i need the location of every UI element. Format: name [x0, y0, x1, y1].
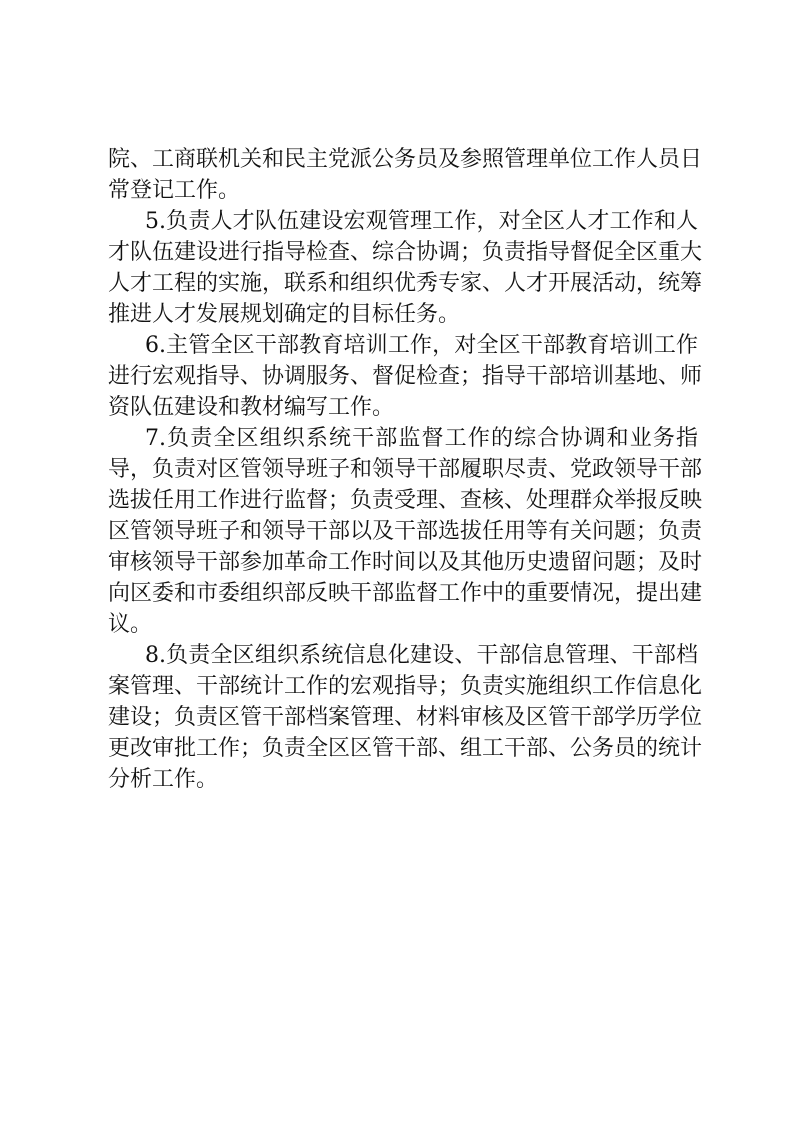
text-line: 资队伍建设和教材编写工作。 — [108, 395, 395, 420]
text-line: 选拔任用工作进行监督；负责受理、查核、处理群众举报反映 — [108, 488, 703, 513]
text-line: 7.负责全区组织系统干部监督工作的综合协调和业务指 — [145, 426, 698, 451]
paragraph-item-5 — [108, 206, 703, 330]
paragraph-continued — [108, 144, 703, 206]
text-line: 案管理、干部统计工作的宏观指导；负责实施组织工作信息化 — [108, 674, 703, 699]
text-line: 5.负责人才队伍建设宏观管理工作，对全区人才工作和人 — [145, 209, 698, 234]
paragraph-item-8 — [108, 640, 703, 795]
document-body — [108, 144, 703, 795]
text-line: 区管领导班子和领导干部以及干部选拔任用等有关问题；负责 — [108, 519, 703, 544]
text-line: 进行宏观指导、协调服务、督促检查；指导干部培训基地、师 — [108, 364, 703, 389]
paragraph-item-6 — [108, 330, 703, 423]
text-line: 向区委和市委组织部反映干部监督工作中的重要情况，提出建 — [108, 581, 703, 606]
text-line: 院、工商联机关和民主党派公务员及参照管理单位工作人员日 — [108, 147, 703, 172]
text-line: 审核领导干部参加革命工作时间以及其他历史遗留问题；及时 — [108, 550, 703, 575]
text-line: 建设；负责区管干部档案管理、材料审核及区管干部学历学位 — [108, 705, 703, 730]
text-line: 人才工程的实施，联系和组织优秀专家、人才开展活动，统筹 — [108, 271, 703, 296]
text-line: 导，负责对区管领导班子和领导干部履职尽责、党政领导干部 — [108, 457, 703, 482]
text-line: 8.负责全区组织系统信息化建设、干部信息管理、干部档 — [145, 643, 698, 668]
text-line: 才队伍建设进行指导检查、综合协调；负责指导督促全区重大 — [108, 240, 703, 265]
text-line: 常登记工作。 — [108, 178, 241, 203]
text-line: 更改审批工作；负责全区区管干部、组工干部、公务员的统计 — [108, 736, 703, 761]
text-line: 议。 — [108, 612, 153, 637]
text-line: 推进人才发展规划确定的目标任务。 — [108, 302, 461, 327]
text-line: 分析工作。 — [108, 767, 219, 792]
paragraph-item-7 — [108, 423, 703, 640]
text-line: 6.主管全区干部教育培训工作，对全区干部教育培训工作 — [145, 333, 698, 358]
